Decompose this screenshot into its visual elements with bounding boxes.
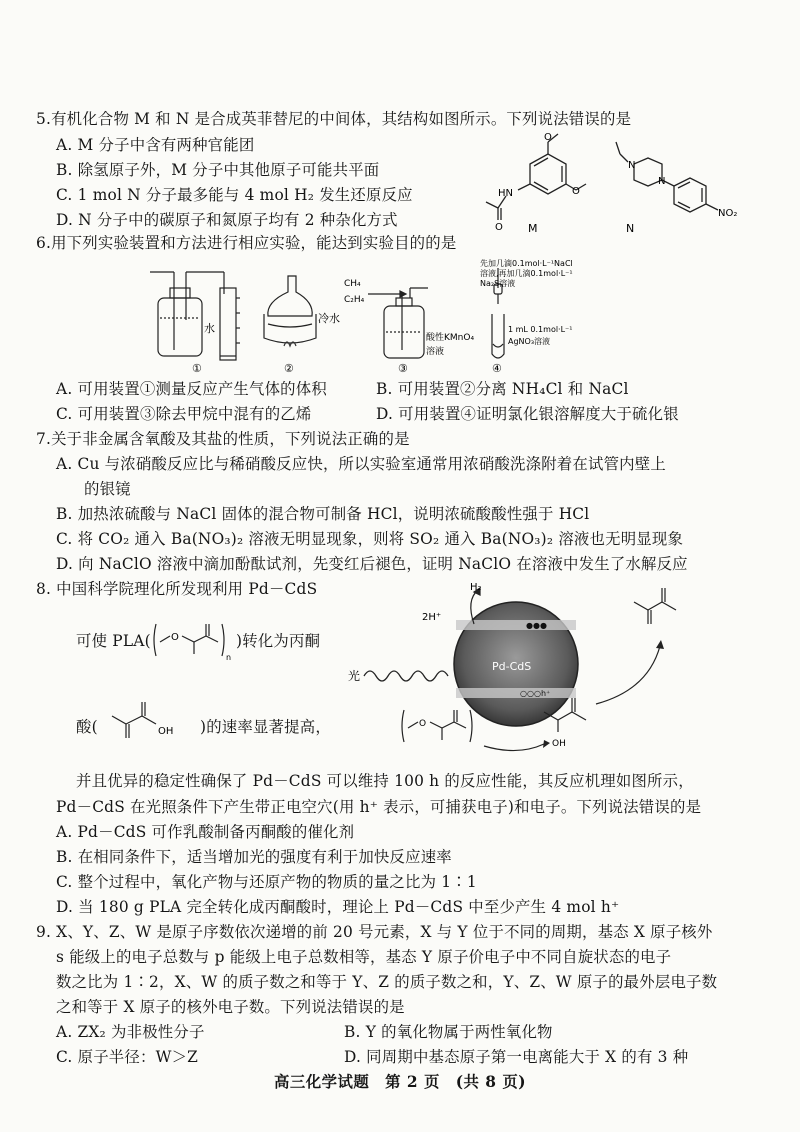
q8-option-c: C. 整个过程中，氧化产物与还原产物的物质的量之比为 1∶1 [56,873,477,891]
page-footer: 高三化学试题 第 2 页 (共 8 页) [273,1073,527,1091]
apparatus-2 [264,276,316,346]
agno3-line-1: 1 mL 0.1mol·L⁻¹ [508,325,573,334]
q9-option-d: D. 同周期中基态原子第一电离能大于 X 的有 3 种 [344,1048,689,1066]
apparatus-label-1: ① [192,362,202,375]
apparatus-1 [150,272,240,360]
q9-line-2: s 能级上的电子总数与 p 能级上电子总数相等，基态 Y 原子价电子中不同自旋状态的电子 [56,948,672,966]
q8-line-3b: )的速率显著提高， [200,718,331,736]
q5-option-d: D. N 分子中的碳原子和氮原子均有 2 种杂化方式 [56,211,398,229]
m-oxygen-carbonyl: O [495,222,503,233]
q5-option-c: C. 1 mol N 分子最多能与 4 mol H₂ 发生还原反应 [56,186,413,204]
q9-line-3: 数之比为 1∶2，X、W 的质子数之和等于 Y、Z 的质子数之和，Y、Z、W 原子的最外层电子数 [56,973,718,991]
n-nitrogen-1: N [628,160,636,171]
label-kmno4: 酸性KMnO₄ [426,333,475,343]
q8-mechanism-figure [348,580,768,762]
q6-option-a: A. 可用装置①测量反应产生气体的体积 [56,380,327,398]
q9-line-4: 之和等于 X 原子的核外电子数。下列说法错误的是 [56,998,405,1016]
pyruvic-acid-mechanism [634,588,676,624]
two-h-plus-label: 2H⁺ [422,612,442,623]
q7-option-a-cont: 的银镜 [84,480,131,498]
label-ch4: CH₄ [344,279,361,289]
pyruvic-oh: OH [158,726,174,737]
q5-stem: 5.有机化合物 M 和 N 是合成英菲替尼的中间体，其结构如图所示。下列说法错误的是 [36,110,632,128]
apparatus-label-3: ③ [398,362,408,375]
light-wave [364,671,448,681]
q7-option-b: B. 加热浓硫酸与 NaCl 固体的混合物可制备 HCl，说明浓硫酸酸性强于 HCl [56,505,590,523]
q6-apparatus-figure [140,258,573,376]
n-nitro-label: NO₂ [718,208,738,219]
pyruvic-acid-inline [108,694,200,746]
q9-line-1: 9. X、Y、Z、W 是原子序数依次递增的前 20 号元素，X 与 Y 位于不同的周期，基态 X 原子核外 [36,923,713,941]
q5-option-a: A. M 分子中含有两种官能团 [56,136,255,154]
q9-option-a: A. ZX₂ 为非极性分子 [56,1023,205,1041]
q7-option-c: C. 将 CO₂ 通入 Ba(NO₃)₂ 溶液无明显现象，则将 SO₂ 通入 Ba(NO₃)₂ 溶液也无明显现象 [56,530,684,548]
q5-option-b: B. 除氢原子外，M 分子中其他原子可能共平面 [56,161,380,179]
q9-option-b: B. Y 的氧化物属于两性氧化物 [344,1023,553,1041]
agno3-line-2: AgNO₃溶液 [508,337,551,346]
q8-line-3a: 酸( [76,718,98,736]
q8-option-b: B. 在相同条件下，适当增加光的强度有利于加快反应速率 [56,848,452,866]
label-cold-water: 冷水 [318,312,340,325]
q6-option-c: C. 可用装置③除去甲烷中混有的乙烯 [56,405,312,423]
h2-label: H₂ [470,582,482,593]
q6-stem: 6.用下列实验装置和方法进行相应实验，能达到实验目的的是 [36,234,457,252]
q8-line-5: Pd－CdS 在光照条件下产生带正电空穴(用 h⁺ 表示，可捕获电子)和电子。下列说法错误的是 [56,798,702,816]
q9-option-c: C. 原子半径：W＞Z [56,1048,199,1066]
q6-option-b: B. 可用装置②分离 NH₄Cl 和 NaCl [376,380,629,398]
label-kmno4-solution: 溶液 [426,347,445,357]
light-label: 光 [348,669,361,683]
note-line-1: 先加几滴0.1mol·L⁻¹NaCl [480,259,573,268]
lactic-oh: OH [552,739,566,749]
label-water: 水 [204,322,215,335]
apparatus-label-4: ④ [492,362,502,375]
pla-structure [150,618,236,664]
q8-line-1: 8. 中国科学院理化所发现利用 Pd－CdS [36,580,318,598]
pla-oxygen: O [171,632,179,643]
apparatus-3 [368,288,428,358]
electrons-label: ●●● [526,621,547,630]
apparatus-label-2: ② [284,362,294,375]
label-c2h4: C₂H₄ [344,295,365,305]
m-oxygen-right: O [572,186,580,197]
q7-option-a: A. Cu 与浓硝酸反应比与稀硝酸反应快，所以实验室通常用浓硝酸洗涤附着在试管内壁上 [56,455,666,473]
q8-option-a: A. Pd－CdS 可作乳酸制备丙酮酸的催化剂 [56,823,355,841]
molecule-m [486,134,586,220]
n-nitrogen-2: N [658,176,666,187]
q8-line-2b: )转化为丙酮 [236,632,321,650]
label-m: M [528,222,538,235]
pla-n-subscript: n [226,653,232,662]
m-oxygen-top: O [544,132,552,143]
q7-option-d: D. 向 NaClO 溶液中滴加酚酞试剂，先变红后褪色，证明 NaClO 在溶液中发生了水解反应 [56,555,688,573]
label-n: N [626,222,635,235]
q7-stem: 7.关于非金属含氧酸及其盐的性质，下列说法正确的是 [36,430,410,448]
q8-line-4: 并且优异的稳定性确保了 Pd－CdS 可以维持 100 h 的反应性能，其反应机理如图所示， [76,772,694,790]
pla-mech-oxygen: O [419,719,427,729]
holes-label: ○○○h⁺ [520,689,551,698]
m-nh-label: HN [498,188,513,199]
pla-mechanism [402,710,472,742]
q8-line-2a: 可使 PLA( [76,632,151,650]
molecule-n [616,142,718,212]
note-line-3: Na₂S溶液 [480,279,516,288]
q6-option-d: D. 可用装置④证明氯化银溶解度大于硫化银 [376,405,679,423]
catalyst-label: Pd-CdS [492,660,532,673]
q5-structure-figure [468,128,768,236]
q8-option-d: D. 当 180 g PLA 完全转化成丙酮酸时，理论上 Pd－CdS 中至少产生 4 mol h⁺ [56,898,620,916]
note-line-2: 溶液,再加几滴0.1mol·L⁻¹ [480,269,573,278]
